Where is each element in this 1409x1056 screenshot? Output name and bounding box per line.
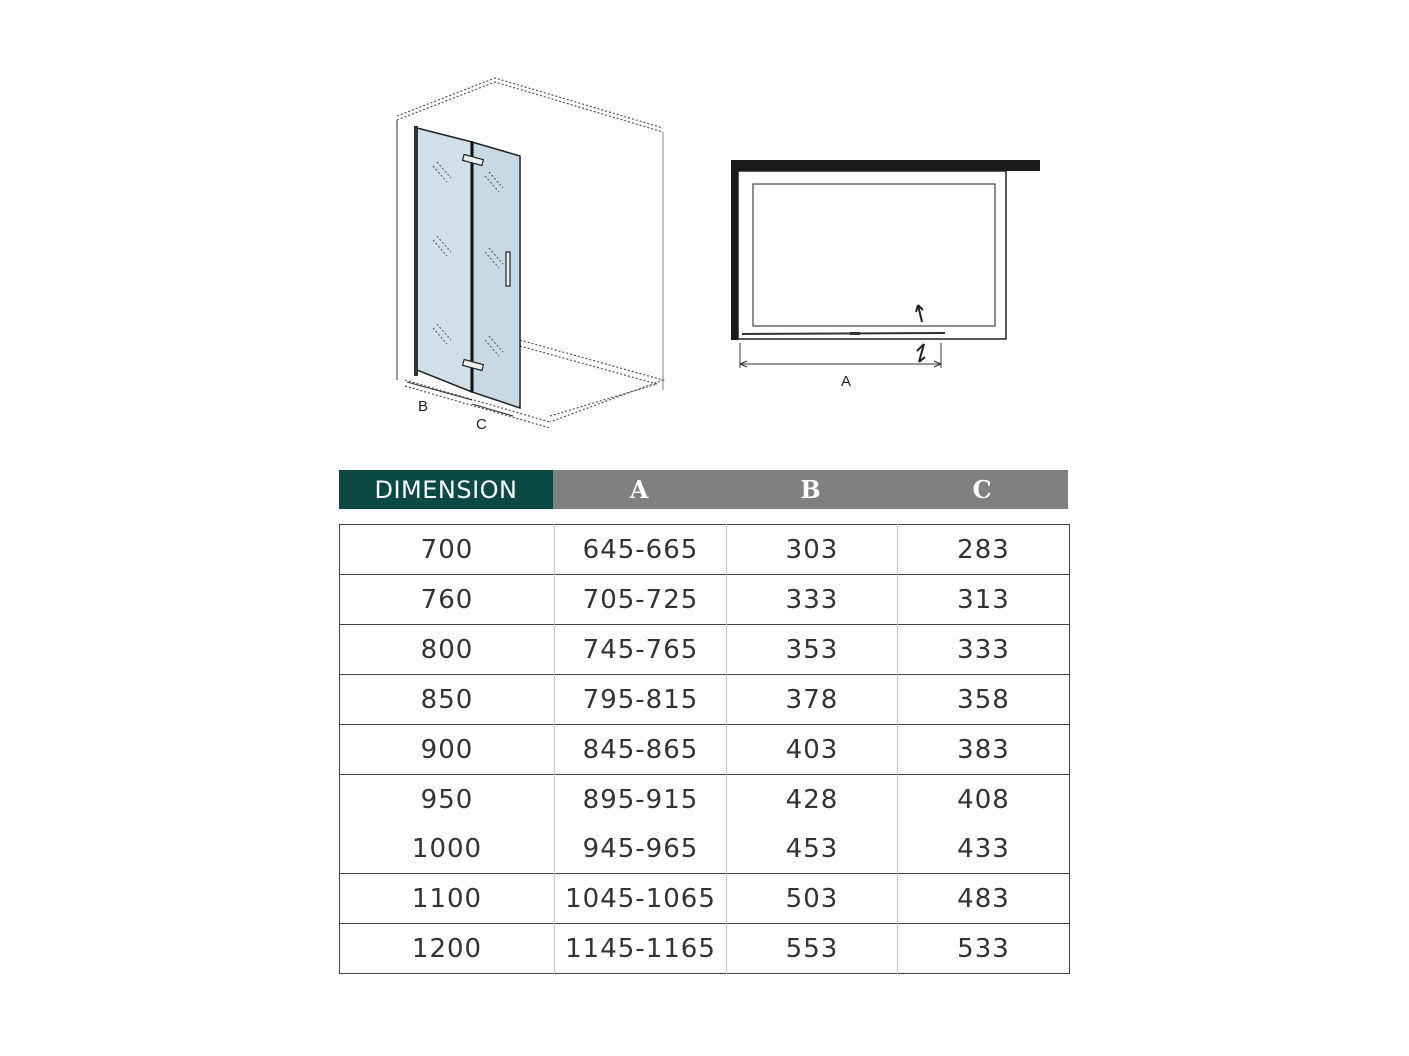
cell-a: 795-815 <box>555 675 727 725</box>
cell-dimension: 760 <box>340 575 555 625</box>
cell-a: 645-665 <box>555 525 727 575</box>
cell-b: 403 <box>727 725 898 775</box>
isometric-door-diagram <box>385 70 685 440</box>
door-line <box>742 333 945 334</box>
cell-b: 453 <box>727 824 898 874</box>
header-a: A <box>553 470 725 509</box>
table-row <box>340 874 1070 924</box>
dimension-a-line <box>740 343 941 368</box>
cell-c: 358 <box>898 675 1070 725</box>
cell-b: 303 <box>727 525 898 575</box>
label-b: B <box>418 398 429 415</box>
glass-panel-left <box>417 128 472 392</box>
wall-top <box>731 160 1040 171</box>
wall-left <box>731 160 738 340</box>
header-c: C <box>896 470 1068 509</box>
cell-c: 483 <box>898 874 1070 924</box>
header-dimension: DIMENSION <box>339 470 553 509</box>
cell-dimension: 850 <box>340 675 555 725</box>
cell-dimension: 1100 <box>340 874 555 924</box>
header-b: B <box>725 470 896 509</box>
cell-c: 283 <box>898 525 1070 575</box>
swing-arrow-bottom <box>917 344 925 362</box>
table-row <box>340 775 1070 825</box>
cell-b: 378 <box>727 675 898 725</box>
label-c: C <box>476 416 487 433</box>
cell-c: 333 <box>898 625 1070 675</box>
cell-b: 553 <box>727 924 898 974</box>
door-hinge <box>850 332 860 335</box>
tray-outer <box>738 171 1006 339</box>
cell-b: 503 <box>727 874 898 924</box>
cell-dimension: 1000 <box>340 824 555 874</box>
cell-a: 1145-1165 <box>555 924 727 974</box>
cell-c: 533 <box>898 924 1070 974</box>
cell-b: 333 <box>727 575 898 625</box>
table-row <box>340 525 1070 575</box>
cell-a: 945-965 <box>555 824 727 874</box>
cell-dimension: 900 <box>340 725 555 775</box>
table-row <box>340 675 1070 725</box>
tray-inner <box>753 184 995 326</box>
cell-a: 895-915 <box>555 775 727 825</box>
door-handle <box>506 252 510 286</box>
cell-dimension: 700 <box>340 525 555 575</box>
cell-c: 383 <box>898 725 1070 775</box>
cell-a: 745-765 <box>555 625 727 675</box>
table-header <box>339 470 1068 509</box>
cell-a: 845-865 <box>555 725 727 775</box>
cell-b: 353 <box>727 625 898 675</box>
plan-view-diagram <box>720 150 1060 400</box>
cell-b: 428 <box>727 775 898 825</box>
table-row <box>340 625 1070 675</box>
cell-c: 408 <box>898 775 1070 825</box>
dimension-table <box>339 524 1070 974</box>
table-row <box>340 575 1070 625</box>
swing-arrow-top <box>916 305 923 322</box>
cell-dimension: 800 <box>340 625 555 675</box>
cell-a: 1045-1065 <box>555 874 727 924</box>
cell-dimension: 1200 <box>340 924 555 974</box>
cell-a: 705-725 <box>555 575 727 625</box>
label-a: A <box>841 373 852 390</box>
cell-c: 433 <box>898 824 1070 874</box>
table-row <box>340 924 1070 974</box>
table-row <box>340 725 1070 775</box>
cell-dimension: 950 <box>340 775 555 825</box>
wall-profile <box>414 126 418 376</box>
table-row <box>340 824 1070 874</box>
cell-c: 313 <box>898 575 1070 625</box>
